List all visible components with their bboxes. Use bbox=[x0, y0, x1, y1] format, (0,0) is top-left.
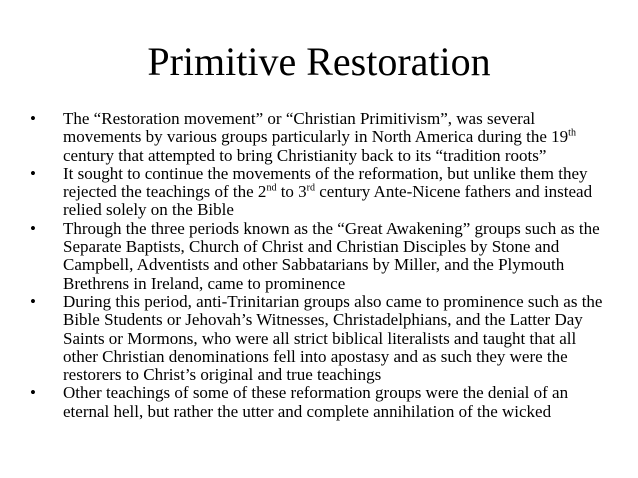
bullet-text: Other teachings of some of these reformation groups were the denial of an eternal hell, but rather the utter and complete annihilation of the wicked bbox=[63, 383, 569, 421]
bullet-item-1 bbox=[30, 110, 610, 165]
bullet-icon: • bbox=[30, 218, 36, 238]
bullet-icon: • bbox=[30, 109, 36, 128]
ordinal-suffix: rd bbox=[306, 182, 316, 194]
bullet-item-5 bbox=[30, 384, 610, 421]
bullet-icon: • bbox=[30, 383, 36, 403]
bullet-list bbox=[30, 110, 610, 421]
bullet-text: Through the three periods known as the “Great Awakening” groups such as the Separate Baptists, Church of Christ and Christian Disciples by Stone and Campbell, Adventists and other Sabbatarians by Miller, and the Plymouth Brethrens in Ireland, came to prominence bbox=[63, 218, 600, 293]
bullet-text: During this period, anti-Trinitarian groups also came to prominence such as the Bible Students or Jehovah’s Witnesses, Christadelphians, and the Latter Day Saints or Mormons, who were all strict biblical literalists and taught that all other Christian denominations fell into apostasy and as such they were the restorers to Christ’s original and true teachings bbox=[63, 291, 603, 385]
bullet-icon: • bbox=[30, 163, 36, 183]
slide-title: Primitive Restoration bbox=[147, 39, 491, 84]
bullet-item-2 bbox=[30, 165, 610, 220]
bullet-text: It sought to continue the movements of the reformation, but unlike them they rejected the teachings of the 2nd to 3rd century Ante-Nicene fathers and instead relied solely on the Bible bbox=[63, 163, 593, 220]
ordinal-suffix: th bbox=[568, 127, 576, 139]
bullet-item-3 bbox=[30, 220, 610, 293]
ordinal-suffix: nd bbox=[266, 182, 277, 194]
bullet-item-4 bbox=[30, 293, 610, 384]
bullet-text: The “Restoration movement” or “Christian Primitivism”, was several movements by various groups particularly in North America during the 19th century that attempted to bring Christianity back to its “tradition roots” bbox=[63, 109, 576, 165]
bullet-icon: • bbox=[30, 291, 36, 311]
